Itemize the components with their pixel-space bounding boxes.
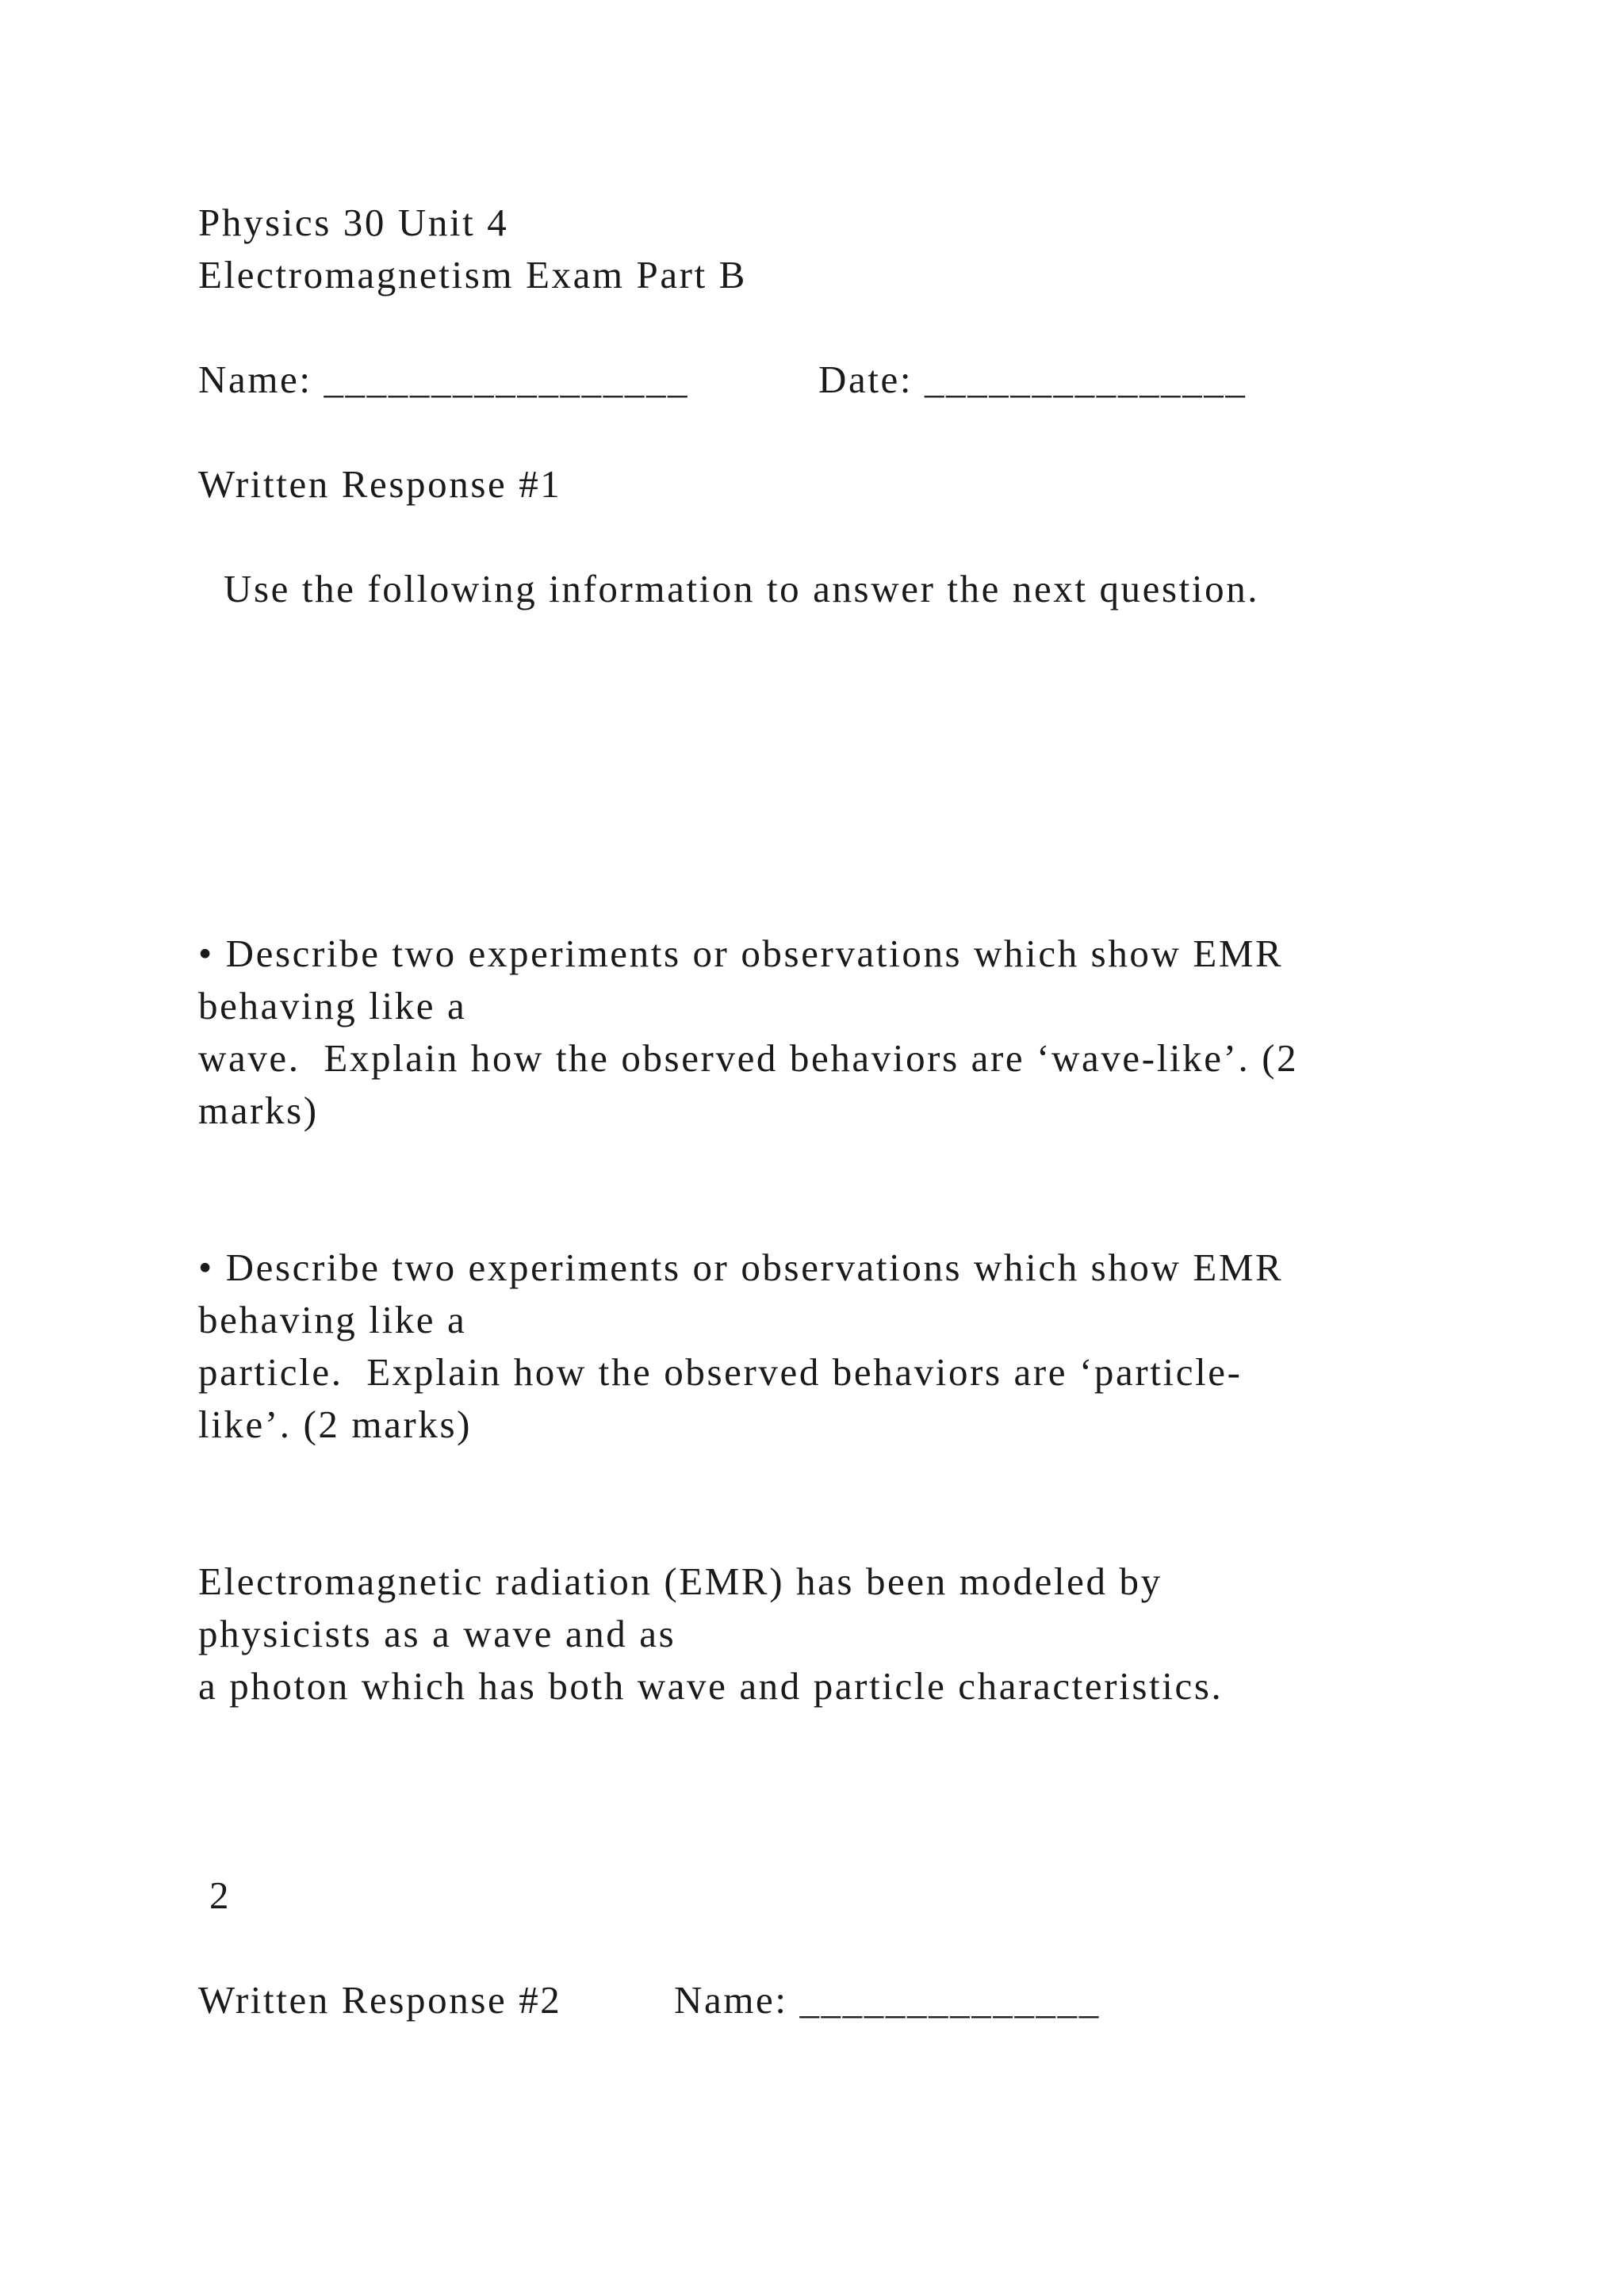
info-line-1: Electromagnetic radiation (EMR) has been modeled by (198, 1559, 1162, 1603)
section-1-heading: Written Response #1 (198, 462, 562, 506)
instruction-text: Use the following information to answer the next question. (224, 567, 1260, 610)
exam-title: Electromagnetism Exam Part B (198, 253, 747, 297)
particle-bullet-line-2: behaving like a (198, 1298, 467, 1341)
particle-bullet-line-1: • Describe two experiments or observations which show EMR (198, 1246, 1284, 1289)
page-number: 2 (209, 1873, 232, 1917)
particle-bullet-line-3: particle. Explain how the observed behaviors are ‘particle- (198, 1350, 1243, 1394)
info-line-2: physicists as a wave and as (198, 1612, 676, 1655)
wave-bullet-line-1: • Describe two experiments or observations which show EMR (198, 932, 1284, 975)
particle-bullet-line-4: like’. (2 marks) (198, 1402, 473, 1446)
section-2-name-field: Name: ______________ (674, 1978, 1101, 2022)
wave-bullet-line-2: behaving like a (198, 984, 467, 1027)
info-line-3: a photon which has both wave and particle characteristics. (198, 1664, 1224, 1708)
wave-bullet-line-3: wave. Explain how the observed behaviors are ‘wave-like’. (2 (198, 1036, 1299, 1080)
date-field: Date: _______________ (818, 358, 1247, 401)
name-field: Name: _________________ (198, 358, 690, 401)
course-title: Physics 30 Unit 4 (198, 201, 509, 244)
section-2-heading: Written Response #2 (198, 1978, 562, 2022)
wave-bullet-line-4: marks) (198, 1089, 319, 1132)
